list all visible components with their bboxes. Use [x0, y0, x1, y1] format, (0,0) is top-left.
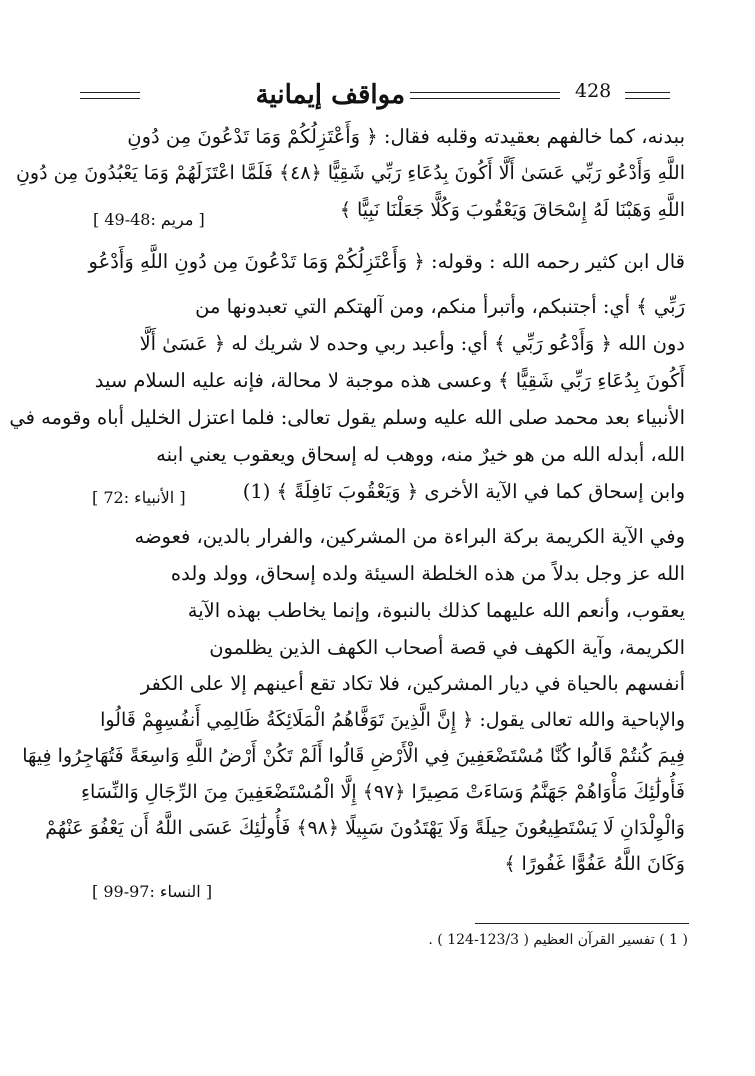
text-line: فِيمَ كُنتُمْ قَالُوا كُنَّا مُسْتَضْعَفِينَ فِي الْأَرْضِ قَالُوا أَلَمْ تَكُنْ أَرْضُ اللَّهِ وَاسِعَةً فَتُهَاجِرُوا فِيهَا	[22, 745, 685, 767]
text-line: اللَّهِ وَأَدْعُو رَبِّي عَسَىٰ أَلَّا أَكُونَ بِدُعَاءِ رَبِّي شَقِيًّا ﴿٤٨﴾ فَلَمَّا اعْتَزَلَهُمْ وَمَا يَعْبُدُونَ مِن دُونِ	[15, 162, 685, 184]
text-line: أنفسهم بالحياة في ديار المشركين، فلا تكاد تقع أعينهم إلا على الكفر	[140, 672, 685, 695]
header-rule-right-bottom	[625, 98, 670, 99]
text-line: اللَّهِ وَهَبْنَا لَهُ إِسْحَاقَ وَيَعْقُوبَ وَكُلًّا جَعَلْنَا نَبِيًّا ﴾	[339, 199, 685, 221]
text-line: ببدنه، كما خالفهم بعقيدته وقلبه فقال: ﴿ وَأَعْتَزِلُكُمْ وَمَا تَدْعُونَ مِن دُونِ	[127, 125, 685, 148]
text-line: رَبِّي ﴾ أي: أجتنبكم، وأتبرأ منكم، ومن آلهتكم التي تعبدونها من	[195, 295, 685, 318]
footnote-separator	[475, 923, 689, 924]
header-rule-left-bottom	[80, 98, 140, 99]
text-line: يعقوب، وأنعم الله عليهما كذلك بالنبوة، وإنما يخاطب بهذه الآية	[187, 599, 685, 622]
text-line: الله، أبدله الله من هو خيرٌ منه، ووهب له إسحاق ويعقوب يعني ابنه	[156, 443, 685, 466]
verse-reference-maryam: [ مريم :48-49 ]	[93, 210, 205, 229]
text-line: وابن إسحاق كما في الآية الأخرى ﴿ وَيَعْقُوبَ نَافِلَةً ﴾ (1)	[242, 480, 685, 503]
footnote: ( 1 ) تفسير القرآن العظيم ( 123/3-124 ) .	[428, 932, 688, 948]
text-line: والإباحية والله تعالى يقول: ﴿ إِنَّ الَّذِينَ تَوَفَّاهُمُ الْمَلَائِكَةُ ظَالِمِي أَنفُسِهِمْ قَالُوا	[100, 709, 685, 731]
text-line: وفي الآية الكريمة بركة البراءة من المشركين، والفرار بالدين، فعوضه	[134, 525, 685, 548]
text-line: وَكَانَ اللَّهُ عَفُوًّا غَفُورًا ﴾	[504, 853, 685, 875]
text-line: الكريمة، وآية الكهف في قصة أصحاب الكهف الذين يظلمون	[209, 636, 685, 659]
text-line: قال ابن كثير رحمه الله : وقوله: ﴿ وَأَعْتَزِلُكُمْ وَمَا تَدْعُونَ مِن دُونِ اللَّهِ وَأَدْعُو	[88, 250, 685, 273]
text-line: وَالْوِلْدَانِ لَا يَسْتَطِيعُونَ حِيلَةً وَلَا يَهْتَدُونَ سَبِيلًا ﴿٩٨﴾ فَأُولَٰئِكَ عَسَى اللَّهُ أَن يَعْفُوَ عَنْهُمْ	[45, 817, 685, 839]
header-rule-mid-top	[410, 92, 560, 93]
page-number: 428	[575, 80, 612, 102]
header-rule-mid-bottom	[410, 98, 560, 99]
text-line: دون الله ﴿ وَأَدْعُو رَبِّي ﴾ أي: وأعبد ربي وحده لا شريك له ﴿ عَسَىٰ أَلَّا	[139, 332, 685, 355]
verse-reference-anbiya: [ الأنبياء :72 ]	[92, 488, 186, 507]
verse-reference-nisa: [ النساء :97-99 ]	[92, 882, 213, 901]
running-title: مواقف إيمانية	[255, 80, 405, 110]
text-line: الله عز وجل بدلاً من هذه الخلطة السيئة ولده إسحاق، وولد ولده	[170, 562, 685, 585]
page-header	[80, 78, 680, 118]
text-line: أَكُونَ بِدُعَاءِ رَبِّي شَقِيًّا ﴾ وعسى هذه موجبة لا محالة، فإنه عليه السلام سيد	[94, 369, 685, 392]
text-line: الأنبياء بعد محمد صلى الله عليه وسلم يقول تعالى: فلما اعتزل الخليل أباه وقومه في	[9, 406, 685, 429]
header-rule-left-top	[80, 92, 140, 93]
header-rule-right-top	[625, 92, 670, 93]
text-line: فَأُولَٰئِكَ مَأْوَاهُمْ جَهَنَّمُ وَسَاءَتْ مَصِيرًا ﴿٩٧﴾ إِلَّا الْمُسْتَضْعَفِينَ مِنَ الرِّجَالِ وَالنِّسَاءِ	[81, 781, 685, 803]
